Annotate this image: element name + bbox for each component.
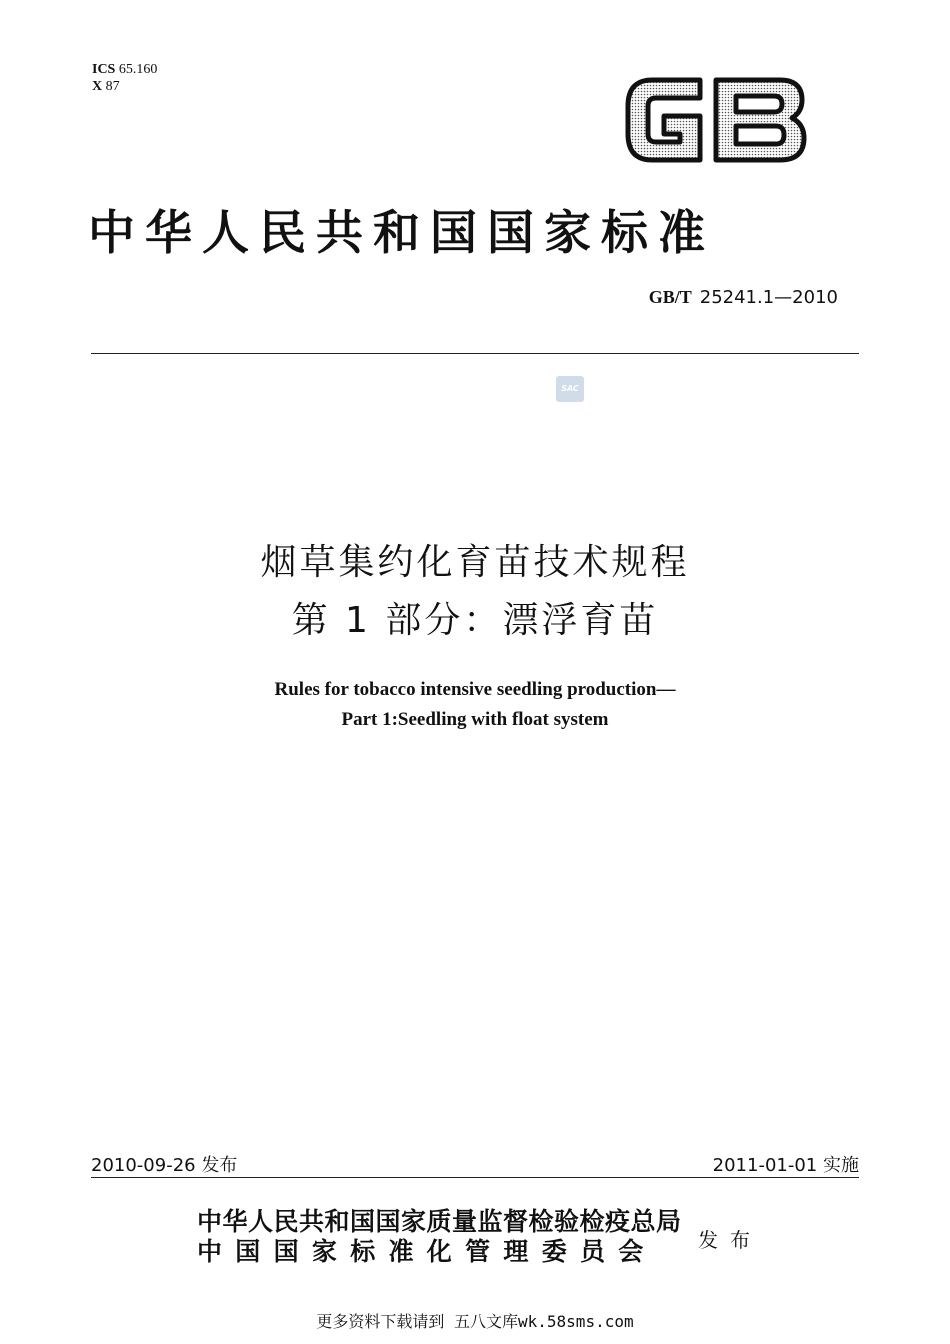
footer-download-note: 更多资料下载请到 五八文库wk.58sms.com bbox=[316, 1312, 634, 1331]
chinese-title-line2: 第 1 部分：漂浮育苗 bbox=[291, 600, 659, 641]
standard-prefix: GB/T bbox=[648, 287, 692, 307]
issuer-aqsiq: 中华人民共和国国家质量监督检验检疫总局 bbox=[197, 1207, 682, 1236]
sac-watermark-text: SAC bbox=[561, 384, 579, 393]
standard-number bbox=[649, 287, 838, 308]
top-divider bbox=[91, 353, 859, 354]
ics-line bbox=[92, 61, 157, 78]
issuer-sac: 中国国家标准化管理委员会 bbox=[197, 1237, 657, 1266]
ics-code: 65.160 bbox=[118, 62, 158, 77]
ics-label: ICS bbox=[92, 62, 116, 77]
class-line bbox=[92, 78, 157, 95]
date-row bbox=[91, 1151, 859, 1175]
implementation-date: 2011-01-01 实施 bbox=[712, 1155, 859, 1176]
classification-codes bbox=[92, 61, 157, 95]
chinese-title-line1: 烟草集约化育苗技术规程 bbox=[260, 542, 690, 583]
gb-logo-text: GB bbox=[622, 72, 624, 73]
class-code: 87 bbox=[105, 79, 120, 94]
english-title-line2: Part 1:Seedling with float system bbox=[341, 709, 609, 730]
bottom-divider bbox=[91, 1177, 859, 1178]
class-label: X bbox=[92, 79, 103, 94]
sac-watermark-icon bbox=[556, 376, 584, 402]
standard-code: 25241.1—2010 bbox=[699, 287, 838, 308]
gb-logo bbox=[622, 72, 810, 168]
national-standard-heading: 中华人民共和国国家标准 bbox=[88, 206, 715, 261]
issue-date: 2010-09-26 发布 bbox=[91, 1155, 238, 1176]
english-title-line1: Rules for tobacco intensive seedling production— bbox=[274, 679, 676, 700]
publish-label: 发布 bbox=[698, 1228, 762, 1252]
issuing-organizations bbox=[197, 1207, 682, 1267]
